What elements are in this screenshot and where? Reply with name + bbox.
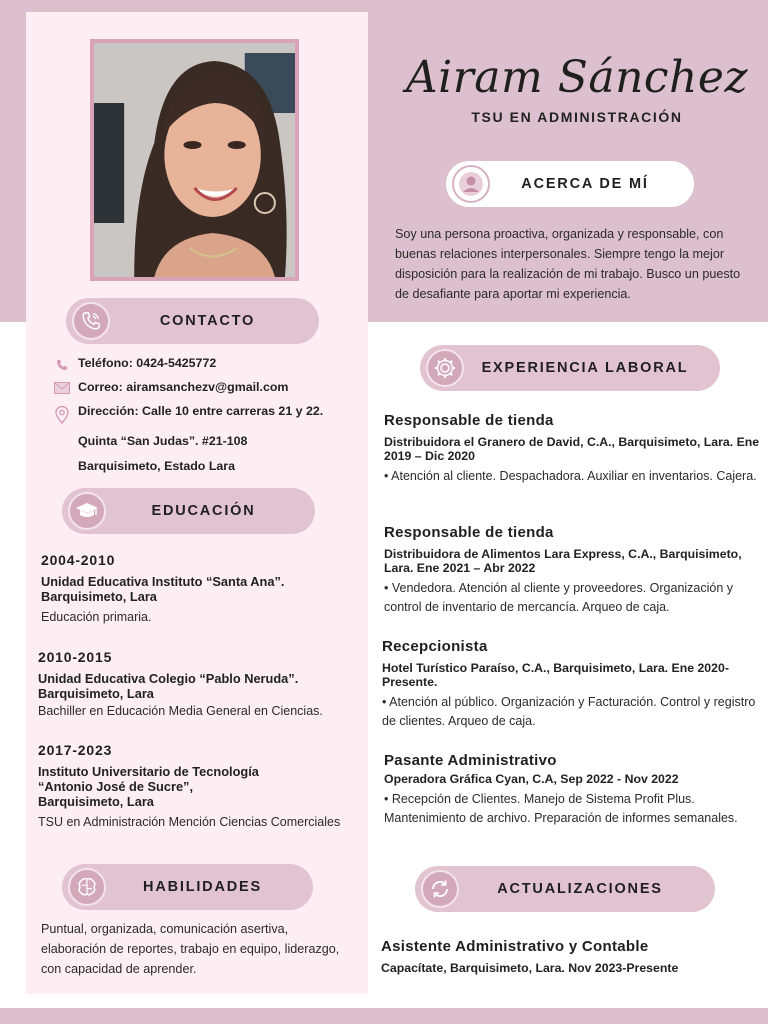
experience-description: • Recepción de Clientes. Manejo de Sistema Profit Plus. Mantenimiento de archivo. Preparación de informes semanales. (384, 792, 738, 825)
experience-item (384, 752, 762, 828)
contact-heading-pill (66, 298, 319, 344)
address-line1: Calle 10 entre carreras 21 y 22. (142, 404, 324, 418)
education-institution-line3: Barquisimeto, Lara (38, 794, 154, 809)
phone-small-icon (46, 356, 78, 372)
experience-item (382, 638, 760, 731)
email-value[interactable]: airamsanchezv@gmail.com (126, 380, 289, 394)
experience-heading: EXPERIENCIA LABORAL (481, 360, 689, 376)
education-institution-line2: Barquisimeto, Lara (41, 589, 157, 604)
experience-heading-pill (420, 345, 720, 391)
envelope-icon (46, 380, 78, 394)
contact-heading: CONTACTO (159, 313, 256, 329)
updates-role: Asistente Administrativo y Contable (381, 938, 649, 955)
address-line3 (46, 453, 356, 478)
gear-icon (426, 349, 464, 387)
profile-photo (94, 43, 295, 277)
updates-heading: ACTUALIZACIONES (497, 881, 663, 897)
skills-heading: HABILIDADES (143, 879, 262, 895)
experience-company: Hotel Turístico Paraíso, C.A., Barquisimeto, Lara. Ene 2020-Presente. (382, 661, 729, 689)
experience-role: Responsable de tienda (384, 524, 554, 541)
about-heading: ACERCA DE MÍ (521, 176, 649, 192)
contact-email-row (46, 380, 356, 404)
updates-company: Capacítate, Barquisimeto, Lara. Nov 2023-Presente (381, 961, 679, 975)
address-line2 (46, 428, 356, 453)
education-years: 2017-2023 (38, 742, 113, 758)
footer-band (0, 1008, 768, 1024)
address-line3-text: Barquisimeto, Estado Lara (78, 458, 235, 473)
user-icon (452, 165, 490, 203)
updates-item (381, 938, 759, 975)
graduation-cap-icon (68, 492, 106, 530)
address-line2-text: Quinta “San Judas”. #21-108 (78, 433, 248, 448)
updates-heading-pill (415, 866, 715, 912)
education-years: 2004-2010 (41, 552, 116, 568)
experience-company: Operadora Gráfica Cyan, C.A, Sep 2022 - Nov 2022 (384, 772, 679, 786)
address-label: Dirección: (78, 404, 139, 418)
education-heading: EDUCACIÓN (151, 503, 256, 519)
experience-company: Distribuidora de Alimentos Lara Express, C.A., Barquisimeto, Lara. Ene 2021 – Abr 2022 (384, 547, 742, 575)
refresh-icon (421, 870, 459, 908)
experience-company: Distribuidora el Granero de David, C.A., Barquisimeto, Lara. Ene 2019 – Dic 2020 (384, 435, 760, 463)
experience-item (384, 412, 762, 486)
experience-description: • Atención al público. Organización y Facturación. Control y registro de clientes. Arqueo de caja. (382, 695, 756, 728)
education-description: TSU en Administración Mención Ciencias Comerciales (38, 815, 341, 829)
contact-phone-row (46, 356, 356, 380)
education-heading-pill (62, 488, 315, 534)
experience-role: Pasante Administrativo (384, 752, 557, 769)
profile-photo-frame (90, 39, 299, 281)
phone-value: 0424-5425772 (136, 356, 217, 370)
skills-heading-pill (62, 864, 313, 910)
experience-role: Responsable de tienda (384, 412, 554, 429)
education-institution-line2: “Antonio José de Sucre”, (38, 779, 194, 794)
education-description: Educación primaria. (41, 610, 152, 624)
education-item (38, 742, 348, 832)
location-pin-icon (46, 404, 78, 424)
phone-icon (72, 302, 110, 340)
education-item (38, 649, 363, 721)
experience-description: • Atención al cliente. Despachadora. Auxiliar en inventarios. Cajera. (384, 469, 757, 483)
phone-label: Teléfono: (78, 356, 133, 370)
education-institution-line1: Unidad Educativa Instituto “Santa Ana”. (41, 574, 285, 589)
experience-description: • Vendedora. Atención al cliente y proveedores. Organización y control de inventario de mercancía. Arqueo de caja. (384, 581, 734, 614)
skills-text: Puntual, organizada, comunicación asertiva, elaboración de reportes, trabajo en equipo, liderazgo, con capacidad de aprender. (41, 922, 340, 976)
education-item (41, 552, 361, 627)
education-years: 2010-2015 (38, 649, 113, 665)
experience-role: Recepcionista (382, 638, 488, 655)
education-description: Bachiller en Educación Media General en Ciencias. (38, 704, 323, 718)
candidate-title: TSU EN ADMINISTRACIÓN (471, 109, 683, 125)
contact-address-row (46, 404, 356, 428)
about-text: Soy una persona proactiva, organizada y responsable, con buenas relaciones interpersonales. Siempre tengo la mejor disposición para la realización de mi trabajo. Busco un puesto de desafiante para aportar mi experiencia. (395, 227, 741, 301)
education-institution-line1: Unidad Educativa Colegio “Pablo Neruda”. (38, 671, 299, 686)
experience-item (384, 524, 762, 617)
email-label: Correo: (78, 380, 123, 394)
education-institution-line1: Instituto Universitario de Tecnología (38, 764, 259, 779)
brain-icon (68, 868, 106, 906)
about-heading-pill (446, 161, 694, 207)
contact-list (46, 356, 356, 478)
candidate-name: Airam Sánchez (405, 52, 749, 103)
education-institution-line2: Barquisimeto, Lara (38, 686, 154, 701)
